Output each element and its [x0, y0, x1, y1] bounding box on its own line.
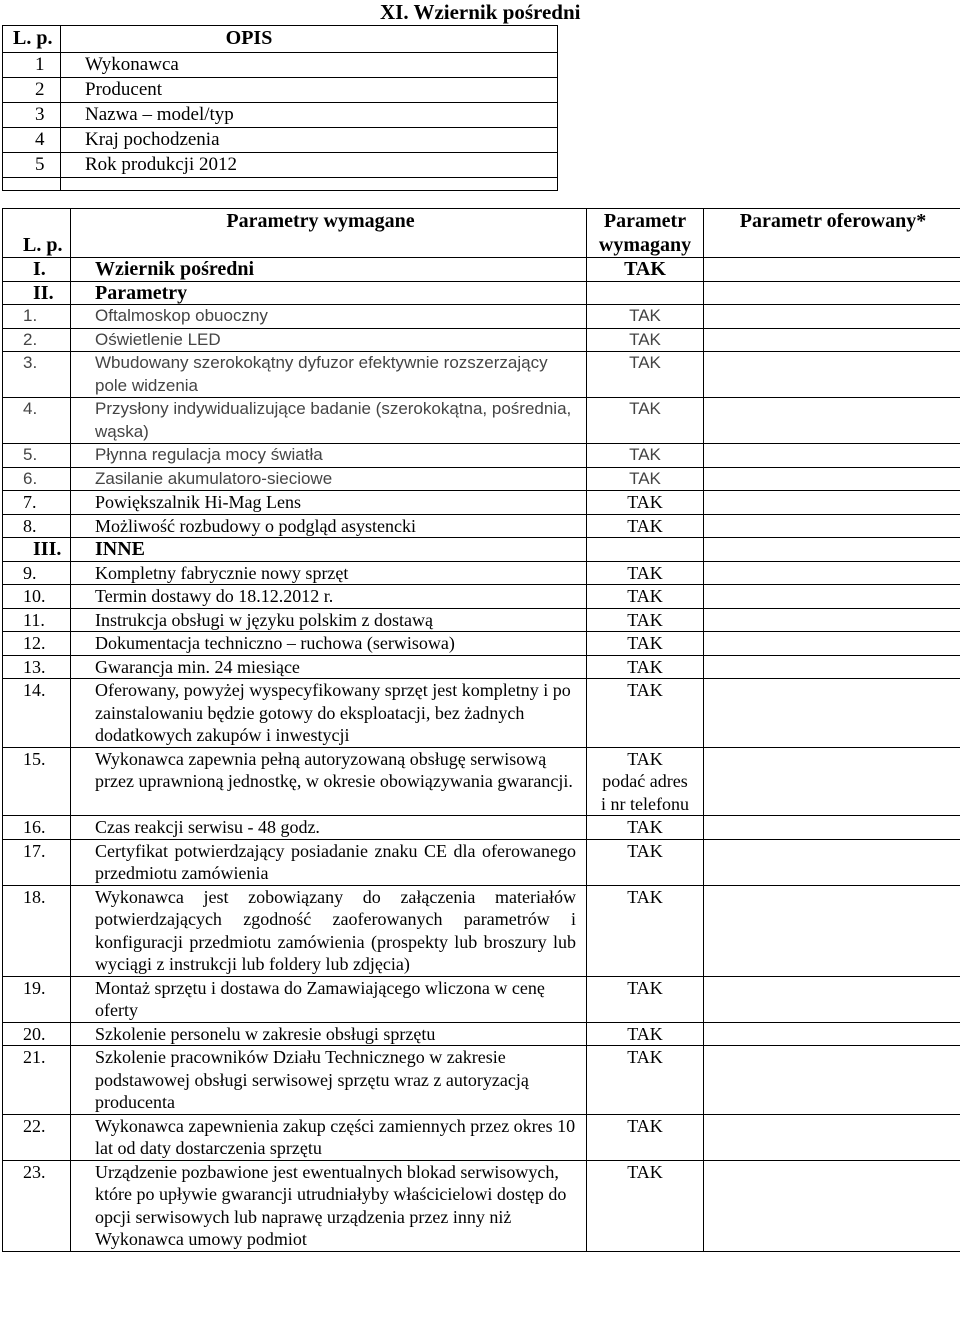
- lp-header: L. p.: [3, 209, 71, 258]
- parameter-text: INNE: [71, 538, 587, 562]
- parameter-text: Wykonawca zapewnienia zakup części zamiennych przez okres 10 lat od daty dostarczenia sprzętu: [71, 1114, 587, 1160]
- offered-value-cell[interactable]: [704, 976, 960, 1022]
- row-number: II.: [3, 281, 71, 305]
- parameter-row: [3, 585, 960, 609]
- description-header-row: [3, 26, 558, 53]
- offered-value-cell[interactable]: [704, 1160, 960, 1251]
- required-value: TAK: [587, 976, 704, 1022]
- row-number: III.: [3, 538, 71, 562]
- parameter-row: [3, 816, 960, 840]
- row-number: 1.: [3, 305, 71, 329]
- row-number: 2.: [3, 328, 71, 352]
- parameters-rows: [3, 258, 960, 1252]
- parameter-row: [3, 305, 960, 329]
- required-value: TAK: [587, 1160, 704, 1251]
- section-row: [3, 538, 960, 562]
- required-value-header: Parametr wymagany: [587, 209, 704, 258]
- parameter-text: Wykonawca zapewnia pełną autoryzowaną obsługę serwisową przez uprawnioną jednostkę, w okresie obowiązywania gwarancji.: [71, 747, 587, 816]
- required-value: [587, 281, 704, 305]
- required-value: TAK: [587, 1114, 704, 1160]
- parameter-row: [3, 467, 960, 491]
- required-value: TAK: [587, 444, 704, 468]
- offered-value-cell[interactable]: [704, 258, 960, 282]
- required-value: TAK: [587, 514, 704, 538]
- parameters-table: [2, 208, 960, 1252]
- parameter-row: [3, 1046, 960, 1115]
- parameter-row: [3, 491, 960, 515]
- required-params-header: Parametry wymagane: [71, 209, 587, 258]
- required-value: TAK: [587, 885, 704, 976]
- section-row: [3, 281, 960, 305]
- offered-value-cell[interactable]: [704, 1046, 960, 1115]
- offered-value-header: Parametr oferowany*: [704, 209, 960, 258]
- description-spacer-row: [3, 178, 558, 191]
- parameter-text: Parametry: [71, 281, 587, 305]
- parameter-row: [3, 328, 960, 352]
- offered-value-cell[interactable]: [704, 747, 960, 816]
- offered-value-cell[interactable]: [704, 655, 960, 679]
- parameter-text: Powiększalnik Hi-Mag Lens: [71, 491, 587, 515]
- section-title: XI. Wziernik pośredni: [380, 0, 581, 24]
- required-value: TAK: [587, 608, 704, 632]
- offered-value-cell[interactable]: [704, 444, 960, 468]
- required-value: TAK: [587, 839, 704, 885]
- offered-value-cell[interactable]: [704, 839, 960, 885]
- parameter-row: [3, 608, 960, 632]
- parameter-text: Urządzenie pozbawione jest ewentualnych blokad serwisowych, które po upływie gwarancji utrudniałyby właścicielowi dostęp do opcji serwisowych lub naprawę urządzenia przez inny niż Wykonawca umowy podmiot: [71, 1160, 587, 1251]
- row-number: 21.: [3, 1046, 71, 1115]
- parameter-row: [3, 444, 960, 468]
- opis-header: OPIS: [61, 26, 558, 53]
- parameter-row: [3, 1114, 960, 1160]
- parameter-text: Przysłony indywidualizujące badanie (szerokokątna, pośrednia, wąska): [71, 398, 587, 444]
- parameter-row: [3, 679, 960, 748]
- row-label: Kraj pochodzenia: [61, 128, 558, 153]
- required-value: TAK: [587, 585, 704, 609]
- row-number: 8.: [3, 514, 71, 538]
- row-label: Nazwa – model/typ: [61, 103, 558, 128]
- section-row: [3, 258, 960, 282]
- row-number: 5: [3, 153, 61, 178]
- row-number: 10.: [3, 585, 71, 609]
- row-number: 7.: [3, 491, 71, 515]
- offered-value-cell[interactable]: [704, 538, 960, 562]
- row-number: 14.: [3, 679, 71, 748]
- required-value: TAK: [587, 632, 704, 656]
- offered-value-cell[interactable]: [704, 281, 960, 305]
- parameter-text: Instrukcja obsługi w języku polskim z dostawą: [71, 608, 587, 632]
- row-label: Producent: [61, 78, 558, 103]
- parameter-text: Wbudowany szerokokątny dyfuzor efektywnie rozszerzający pole widzenia: [71, 352, 587, 398]
- parameter-row: [3, 398, 960, 444]
- description-row: [3, 128, 558, 153]
- parameter-row: [3, 885, 960, 976]
- required-value: [587, 538, 704, 562]
- row-number: 4: [3, 128, 61, 153]
- parameter-text: Oświetlenie LED: [71, 328, 587, 352]
- required-value: TAK: [587, 1046, 704, 1115]
- parameter-text: Możliwość rozbudowy o podgląd asystencki: [71, 514, 587, 538]
- required-value: TAK: [587, 561, 704, 585]
- parameter-row: [3, 839, 960, 885]
- row-number: 22.: [3, 1114, 71, 1160]
- parameter-text: Oftalmoskop obuoczny: [71, 305, 587, 329]
- parameter-text: Gwarancja min. 24 miesiące: [71, 655, 587, 679]
- description-row: [3, 53, 558, 78]
- row-label: Wykonawca: [61, 53, 558, 78]
- parameter-row: [3, 976, 960, 1022]
- parameter-text: Dokumentacja techniczno – ruchowa (serwisowa): [71, 632, 587, 656]
- row-number: I.: [3, 258, 71, 282]
- required-value: TAK: [587, 305, 704, 329]
- offered-value-cell[interactable]: [704, 608, 960, 632]
- row-number: 12.: [3, 632, 71, 656]
- offered-value-cell[interactable]: [704, 352, 960, 398]
- offered-value-cell[interactable]: [704, 679, 960, 748]
- offered-value-cell[interactable]: [704, 491, 960, 515]
- description-row: [3, 153, 558, 178]
- row-number: 18.: [3, 885, 71, 976]
- offered-value-cell[interactable]: [704, 467, 960, 491]
- parameter-row: [3, 1022, 960, 1046]
- parameter-text: Montaż sprzętu i dostawa do Zamawiającego wliczona w cenę oferty: [71, 976, 587, 1022]
- parameter-text: Szkolenie personelu w zakresie obsługi sprzętu: [71, 1022, 587, 1046]
- row-number: 16.: [3, 816, 71, 840]
- offered-value-cell[interactable]: [704, 1114, 960, 1160]
- offered-value-cell[interactable]: [704, 816, 960, 840]
- required-value: TAK podać adres i nr telefonu: [587, 747, 704, 816]
- row-number: 19.: [3, 976, 71, 1022]
- row-number: 9.: [3, 561, 71, 585]
- row-number: 6.: [3, 467, 71, 491]
- parameter-text: Oferowany, powyżej wyspecyfikowany sprzęt jest kompletny i po zainstalowaniu będzie gotowy do eksploatacji, bez żadnych dodatkowych zakupów i inwestycji: [71, 679, 587, 748]
- row-number: 2: [3, 78, 61, 103]
- description-row: [3, 78, 558, 103]
- required-value: TAK: [587, 352, 704, 398]
- parameter-text: Wziernik pośredni: [71, 258, 587, 282]
- parameter-row: [3, 352, 960, 398]
- required-value: TAK: [587, 679, 704, 748]
- row-number: 4.: [3, 398, 71, 444]
- parameter-row: [3, 514, 960, 538]
- row-number: 15.: [3, 747, 71, 816]
- offered-value-cell[interactable]: [704, 885, 960, 976]
- description-rows: [3, 53, 558, 178]
- row-number: 20.: [3, 1022, 71, 1046]
- row-number: 5.: [3, 444, 71, 468]
- offered-value-cell[interactable]: [704, 561, 960, 585]
- parameter-text: Płynna regulacja mocy światła: [71, 444, 587, 468]
- required-value: TAK: [587, 398, 704, 444]
- parameter-text: Zasilanie akumulatoro-sieciowe: [71, 467, 587, 491]
- description-row: [3, 103, 558, 128]
- description-table: [2, 25, 558, 191]
- offered-value-cell[interactable]: [704, 1022, 960, 1046]
- row-number: 3: [3, 103, 61, 128]
- required-value: TAK: [587, 467, 704, 491]
- row-number: 3.: [3, 352, 71, 398]
- required-value: TAK: [587, 816, 704, 840]
- row-label: Rok produkcji 2012: [61, 153, 558, 178]
- parameter-text: Szkolenie pracowników Działu Technicznego w zakresie podstawowej obsługi serwisowej sprzętu wraz z autoryzacją producenta: [71, 1046, 587, 1115]
- row-number: 1: [3, 53, 61, 78]
- offered-value-cell[interactable]: [704, 585, 960, 609]
- parameter-text: Kompletny fabrycznie nowy sprzęt: [71, 561, 587, 585]
- parameter-row: [3, 632, 960, 656]
- required-value: TAK: [587, 328, 704, 352]
- required-value: TAK: [587, 655, 704, 679]
- required-value: TAK: [587, 491, 704, 515]
- offered-value-cell[interactable]: [704, 328, 960, 352]
- parameter-row: [3, 655, 960, 679]
- lp-header: L. p.: [3, 26, 61, 53]
- offered-value-cell[interactable]: [704, 632, 960, 656]
- parameters-header-row: [3, 209, 960, 258]
- parameter-text: Certyfikat potwierdzający posiadanie znaku CE dla oferowanego przedmiotu zamówienia: [71, 839, 587, 885]
- parameter-text: Czas reakcji serwisu - 48 godz.: [71, 816, 587, 840]
- row-number: 13.: [3, 655, 71, 679]
- offered-value-cell[interactable]: [704, 514, 960, 538]
- required-value: TAK: [587, 258, 704, 282]
- parameter-row: [3, 1160, 960, 1251]
- offered-value-cell[interactable]: [704, 305, 960, 329]
- row-number: 11.: [3, 608, 71, 632]
- row-number: 17.: [3, 839, 71, 885]
- row-number: 23.: [3, 1160, 71, 1251]
- required-value: TAK: [587, 1022, 704, 1046]
- parameter-text: Termin dostawy do 18.12.2012 r.: [71, 585, 587, 609]
- parameter-row: [3, 747, 960, 816]
- parameter-row: [3, 561, 960, 585]
- offered-value-cell[interactable]: [704, 398, 960, 444]
- parameter-text: Wykonawca jest zobowiązany do załączenia materiałów potwierdzających zgodność zaoferowanych parametrów i konfiguracji przedmiotu zamówienia (prospekty lub broszury lub wyciągi z instrukcji lub foldery lub zdjęcia): [71, 885, 587, 976]
